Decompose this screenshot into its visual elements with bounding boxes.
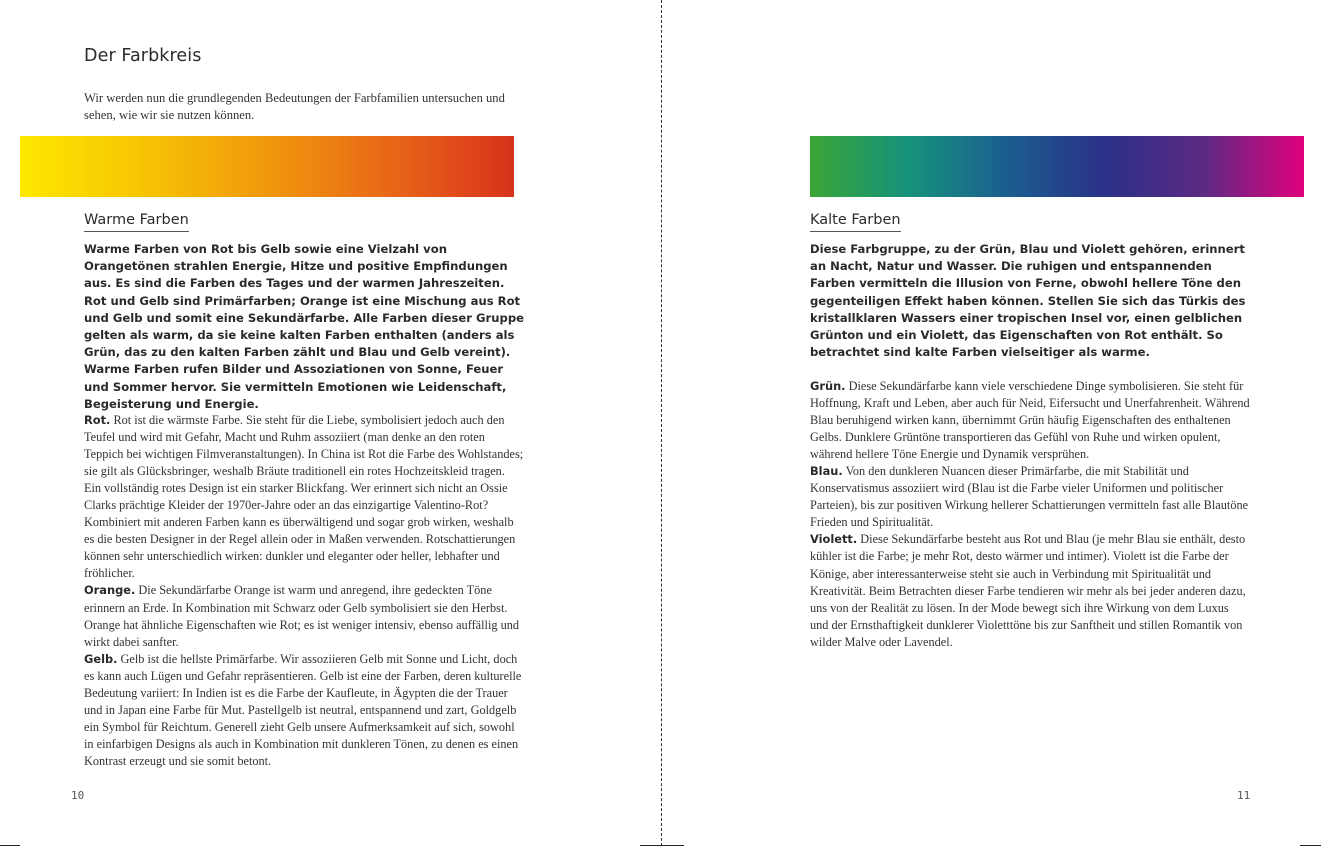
entry-text: Diese Sekundärfarbe besteht aus Rot und Blau (je mehr Blau sie enthält, desto kühler ist die Farbe; je mehr Rot, desto wärmer und intimer). Violett ist die Farbe der Könige, aber interessanterweise steht sie auch in Verbindung mit Spiritualität und Kreativität. Beim Betrachten dieser Farbe tendieren wir mehr als bei jeder anderen dazu, uns von der Realität zu lösen. In der Mode bewegt sich ihre Wirkung von dem Luxus und der Ernsthaftigkeit dunklerer Violetttöne bis zur Sanftheit und stillen Romantik von wilder Malve oder Lavendel. <box>810 532 1246 649</box>
entry-text: Diese Sekundärfarbe kann viele verschiedene Dinge symbolisieren. Sie steht für Hoffnung, Kraft und Leben, aber auch für Neid, Eifersucht und Unerfahrenheit. Während Blau beruhigend wirken kann, übernimmt Grün häufig Eigenschaften des enthaltenen Gelbs. Dunklere Grüntöne transportieren das Gefühl von Ruhe und wirken opulent, während hellere Töne Energie und Dynamik versprühen. <box>810 379 1250 462</box>
body-text-cold <box>810 378 1250 651</box>
intro-text: Wir werden nun die grundlegenden Bedeutungen der Farbfamilien untersuchen und sehen, wie wir sie nutzen können. <box>84 91 505 122</box>
entry-text: Rot ist die wärmste Farbe. Sie steht für die Liebe, symbolisiert jedoch auch den Teufel und wird mit Gefahr, Macht und Ruhm assoziiert (man denke an den roten Teppich bei wichtigen Filmveranstaltungen). In China ist Rot die Farbe des Wohlstandes; sie gilt als Glücksbringer, weshalb Bräute traditionell ein rotes Hochzeitskleid tragen. Ein vollständig rotes Design ist ein starker Blickfang. Wer erinnert sich nicht an Ossie Clarks prächtige Kleider der 1970er-Jahre oder an das einzigartige Valentino-Rot? Kombiniert mit anderen Farben kann es überwältigend und sogar grob wirken, weshalb es die besten Designer in der Regel allein oder in Maßen verwenden. Rotschattierungen können sehr unterschiedlich wirken: dunkler und eleganter oder heller, lebhafter und fröhlicher. <box>84 413 524 581</box>
entry-blue <box>810 463 1250 531</box>
entry-term: Grün. <box>810 379 846 393</box>
lead-paragraph-warm: Warme Farben von Rot bis Gelb sowie eine Vielzahl von Orangetönen strahlen Energie, Hitze und positive Empfindungen aus. Es sind die Farben des Tages und der warmen Jahreszeiten. Rot und Gelb sind Primärfarben; Orange ist eine Mischung aus Rot und Gelb und somit eine Sekundärfarbe. Alle Farben dieser Gruppe gelten als warm, da sie keine kalten Farben enthalten (anders als Grün, das zu den kalten Farben zählt und Blau und Gelb vereint). Warme Farben rufen Bilder und Assoziationen von Sonne, Feuer und Sommer hervor. Sie vermitteln Emotionen wie Leidenschaft, Begeisterung und Energie. <box>84 242 524 411</box>
page-number-left: 10 <box>71 789 85 802</box>
page-fold-line <box>661 0 662 846</box>
cold-color-gradient-bar <box>810 136 1304 197</box>
section-heading-warm: Warme Farben <box>84 212 189 232</box>
entry-text: Von den dunkleren Nuancen dieser Primärfarbe, die mit Stabilität und Konservatismus assoziiert wird (Blau ist die Farbe vieler Uniformen und politischer Parteien), bis zur positiven Wirkung hellerer Schattierungen vermitteln fast alle Blautöne Frieden und Spiritualität. <box>810 464 1249 530</box>
warm-color-gradient-bar <box>20 136 514 197</box>
entry-red <box>84 412 524 582</box>
page-title: Der Farbkreis <box>84 46 202 66</box>
entry-violet <box>810 531 1250 650</box>
entry-orange <box>84 582 524 650</box>
page-number-right: 11 <box>1237 789 1251 802</box>
entry-term: Gelb. <box>84 651 118 666</box>
entry-term: Blau. <box>810 464 843 479</box>
lead-paragraph-cold: Diese Farbgruppe, zu der Grün, Blau und Violett gehören, erinnert an Nacht, Natur und Wasser. Die ruhigen und entspannenden Farben vermitteln die Illusion von Ferne, obwohl hellere Töne den gegenteiligen Effekt haben können. Stellen Sie sich das Türkis des kristallklaren Wassers einer tropischen Insel vor, einen gelblichen Grünton und ein Violett, das Eigenschaften von Rot enthält. So betrachtet sind kalte Farben vielseitiger als warme. <box>810 242 1246 360</box>
section-heading-cold: Kalte Farben <box>810 212 901 232</box>
entry-text: Gelb ist die hellste Primärfarbe. Wir assoziieren Gelb mit Sonne und Licht, doch es kann auch Lügen und Gefahr repräsentieren. Gelb ist eine der Farben, deren kulturelle Bedeutung variiert: In Indien ist es die Farbe der Kaufleute, in Ägypten die der Trauer und in Japan eine Farbe für Mut. Pastellgelb ist neutral, entspannend und zart, Goldgelb ein Symbol für Reichtum. Generell zieht Gelb unsere Aufmerksamkeit auf sich, sowohl in einfarbigen Designs als auch in Kombination mit dunkleren Tönen, zu denen es einen Kontrast erzeugt und sie somit betont. <box>84 651 522 768</box>
entry-term: Rot. <box>84 413 111 427</box>
entry-green <box>810 378 1250 463</box>
entry-text: Die Sekundärfarbe Orange ist warm und anregend, ihre gedeckten Töne erinnern an Erde. In Kombination mit Schwarz oder Gelb symbolisiert sie den Herbst. Orange hat ähnliche Eigenschaften wie Rot; es ist weniger intensiv, ebenso auffällig und wirkt dabei sanfter. <box>84 583 520 649</box>
body-text-warm <box>84 412 524 770</box>
entry-term: Violett. <box>810 532 858 547</box>
entry-yellow <box>84 651 524 770</box>
entry-term: Orange. <box>84 583 136 598</box>
